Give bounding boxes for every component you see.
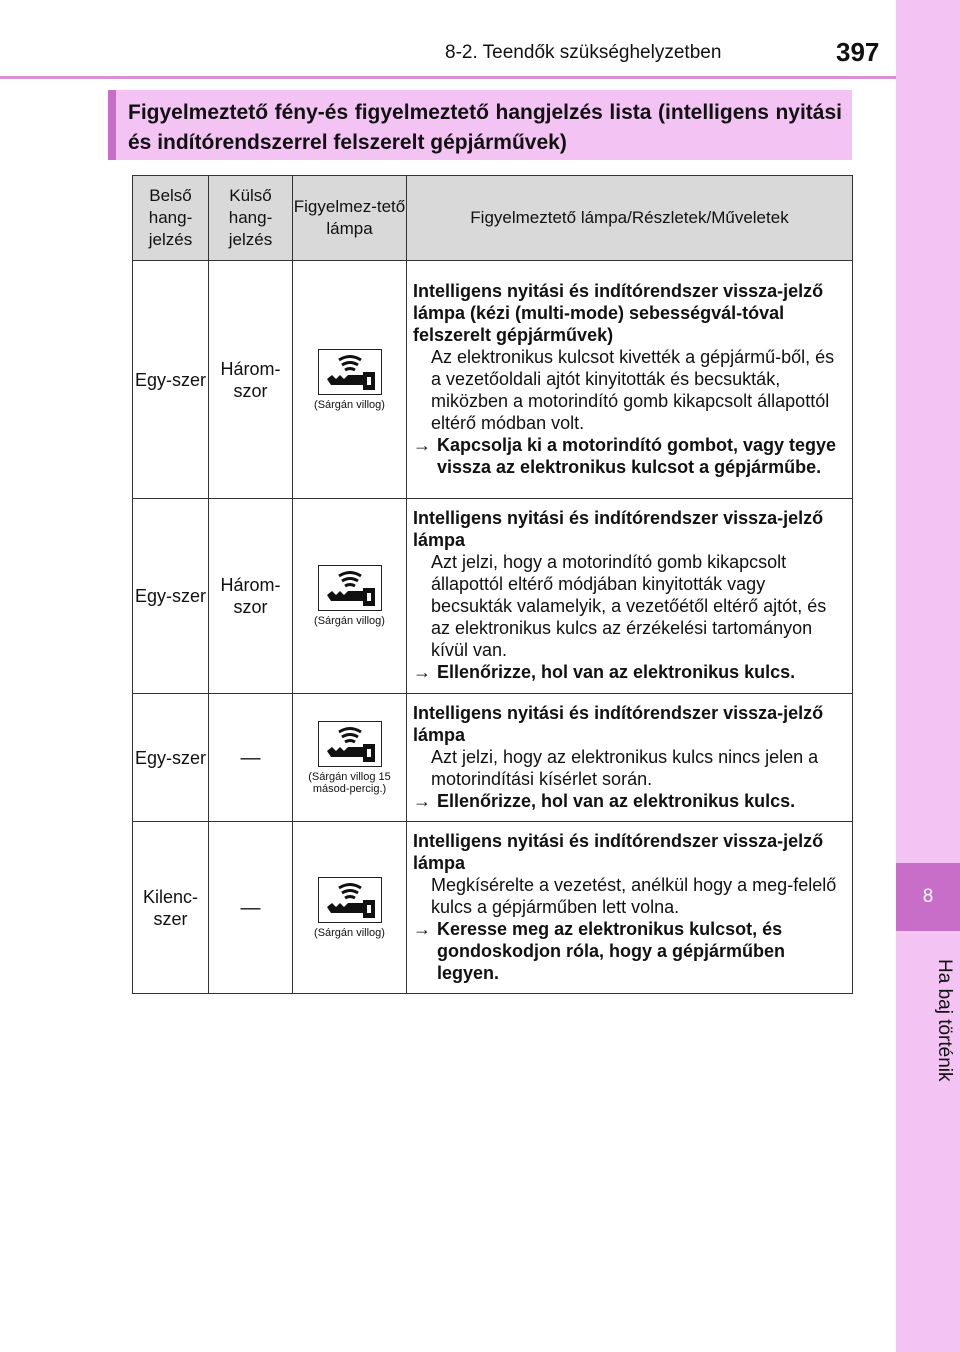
- details-cell: [407, 261, 853, 499]
- outer-buzzer-cell: —: [209, 822, 293, 994]
- smart-key-warning-icon: [318, 877, 382, 923]
- lamp-caption: (Sárgán villog): [314, 926, 385, 939]
- lamp-cell: [293, 499, 407, 694]
- detail-action: [413, 790, 846, 812]
- lamp-caption: (Sárgán villog): [314, 398, 385, 411]
- header-inner-buzzer: Belső hang-jelzés: [133, 176, 209, 261]
- detail-action: [413, 434, 846, 478]
- detail-title: Intelligens nyitási és indítórendszer vissza-jelző lámpa: [413, 702, 824, 745]
- details-cell: [407, 822, 853, 994]
- arrow-right-icon: →: [413, 662, 431, 682]
- section-header: 8-2. Teendők szükséghelyzetben: [445, 42, 722, 63]
- table-row: [133, 822, 853, 994]
- table-row: [133, 499, 853, 694]
- outer-buzzer-cell: Három-szor: [209, 261, 293, 499]
- detail-body: Azt jelzi, hogy a motorindító gomb kikapcsolt állapottól eltérő módjában kinyitották vagy becsukták valamelyik, a vezetőétől eltérő ajtót, és az elektronikus kulcs az érzékelési tartományon kívül van.: [431, 552, 827, 660]
- inner-buzzer-cell: Egy-szer: [133, 261, 209, 499]
- arrow-right-icon: →: [413, 790, 431, 811]
- lamp-cell: [293, 694, 407, 822]
- smart-key-warning-icon: [318, 565, 382, 611]
- smart-key-warning-icon: [318, 349, 382, 395]
- lamp-cell: [293, 261, 407, 499]
- lamp-cell: [293, 822, 407, 994]
- header-outer-buzzer: Külső hang-jelzés: [209, 176, 293, 261]
- detail-body: Az elektronikus kulcsot kivették a gépjármű-ből, és a vezetőoldali ajtót kinyitották és becsukták, miközben a motorindító gomb kikapcsolt állapottól eltérő módban volt.: [431, 346, 835, 433]
- header-warning-lamp: Figyelmez-tető lámpa: [293, 176, 407, 261]
- chapter-title: Ha baj történik: [934, 958, 955, 1082]
- smart-key-warning-icon: [318, 721, 382, 767]
- chapter-side-tab: [896, 0, 960, 1352]
- header-details: Figyelmeztető lámpa/Részletek/Műveletek: [407, 176, 853, 261]
- table-row: [133, 261, 853, 499]
- page-number: 397: [836, 37, 880, 67]
- detail-title: Intelligens nyitási és indítórendszer vissza-jelző lámpa: [413, 830, 824, 873]
- chapter-number: 8: [896, 863, 960, 931]
- outer-buzzer-cell: Három-szor: [209, 499, 293, 694]
- table-header-row: [133, 176, 853, 261]
- detail-action: [413, 661, 846, 683]
- detail-title: Intelligens nyitási és indítórendszer vissza-jelző lámpa: [413, 508, 824, 550]
- detail-action: [413, 918, 846, 984]
- detail-action-text: Keresse meg az elektronikus kulcsot, és gondoskodjon róla, hogy a gépjárműben legyen.: [437, 918, 786, 983]
- lamp-caption: (Sárgán villog): [314, 615, 385, 627]
- arrow-right-icon: →: [413, 918, 431, 939]
- arrow-right-icon: →: [413, 434, 431, 455]
- header-divider: [0, 76, 896, 79]
- detail-action-text: Ellenőrizze, hol van az elektronikus kulcs.: [437, 662, 796, 682]
- details-cell: [407, 499, 853, 694]
- lamp-caption: (Sárgán villog 15 másod-percig.): [308, 770, 391, 795]
- inner-buzzer-cell: Kilenc-szer: [133, 822, 209, 994]
- inner-buzzer-cell: Egy-szer: [133, 499, 209, 694]
- detail-action-text: Ellenőrizze, hol van az elektronikus kulcs.: [437, 790, 796, 811]
- section-title: Figyelmeztető fény-és figyelmeztető hangjelzés lista (intelligens nyitási és indítórendszerrel felszerelt gépjárművek): [108, 90, 852, 160]
- warning-table: [132, 175, 853, 994]
- table-row: [133, 694, 853, 822]
- detail-title: Intelligens nyitási és indítórendszer vissza-jelző lámpa (kézi (multi-mode) sebességvál-tóval felszerelt gépjárművek): [413, 280, 824, 345]
- outer-buzzer-cell: —: [209, 694, 293, 822]
- detail-body: Azt jelzi, hogy az elektronikus kulcs nincs jelen a motorindítási kísérlet során.: [431, 746, 819, 789]
- detail-body: Megkísérelte a vezetést, anélkül hogy a meg-felelő kulcs a gépjárműben lett volna.: [431, 874, 837, 917]
- inner-buzzer-cell: Egy-szer: [133, 694, 209, 822]
- detail-action-text: Kapcsolja ki a motorindító gombot, vagy tegye vissza az elektronikus kulcsot a gépjárműbe.: [437, 434, 837, 477]
- details-cell: [407, 694, 853, 822]
